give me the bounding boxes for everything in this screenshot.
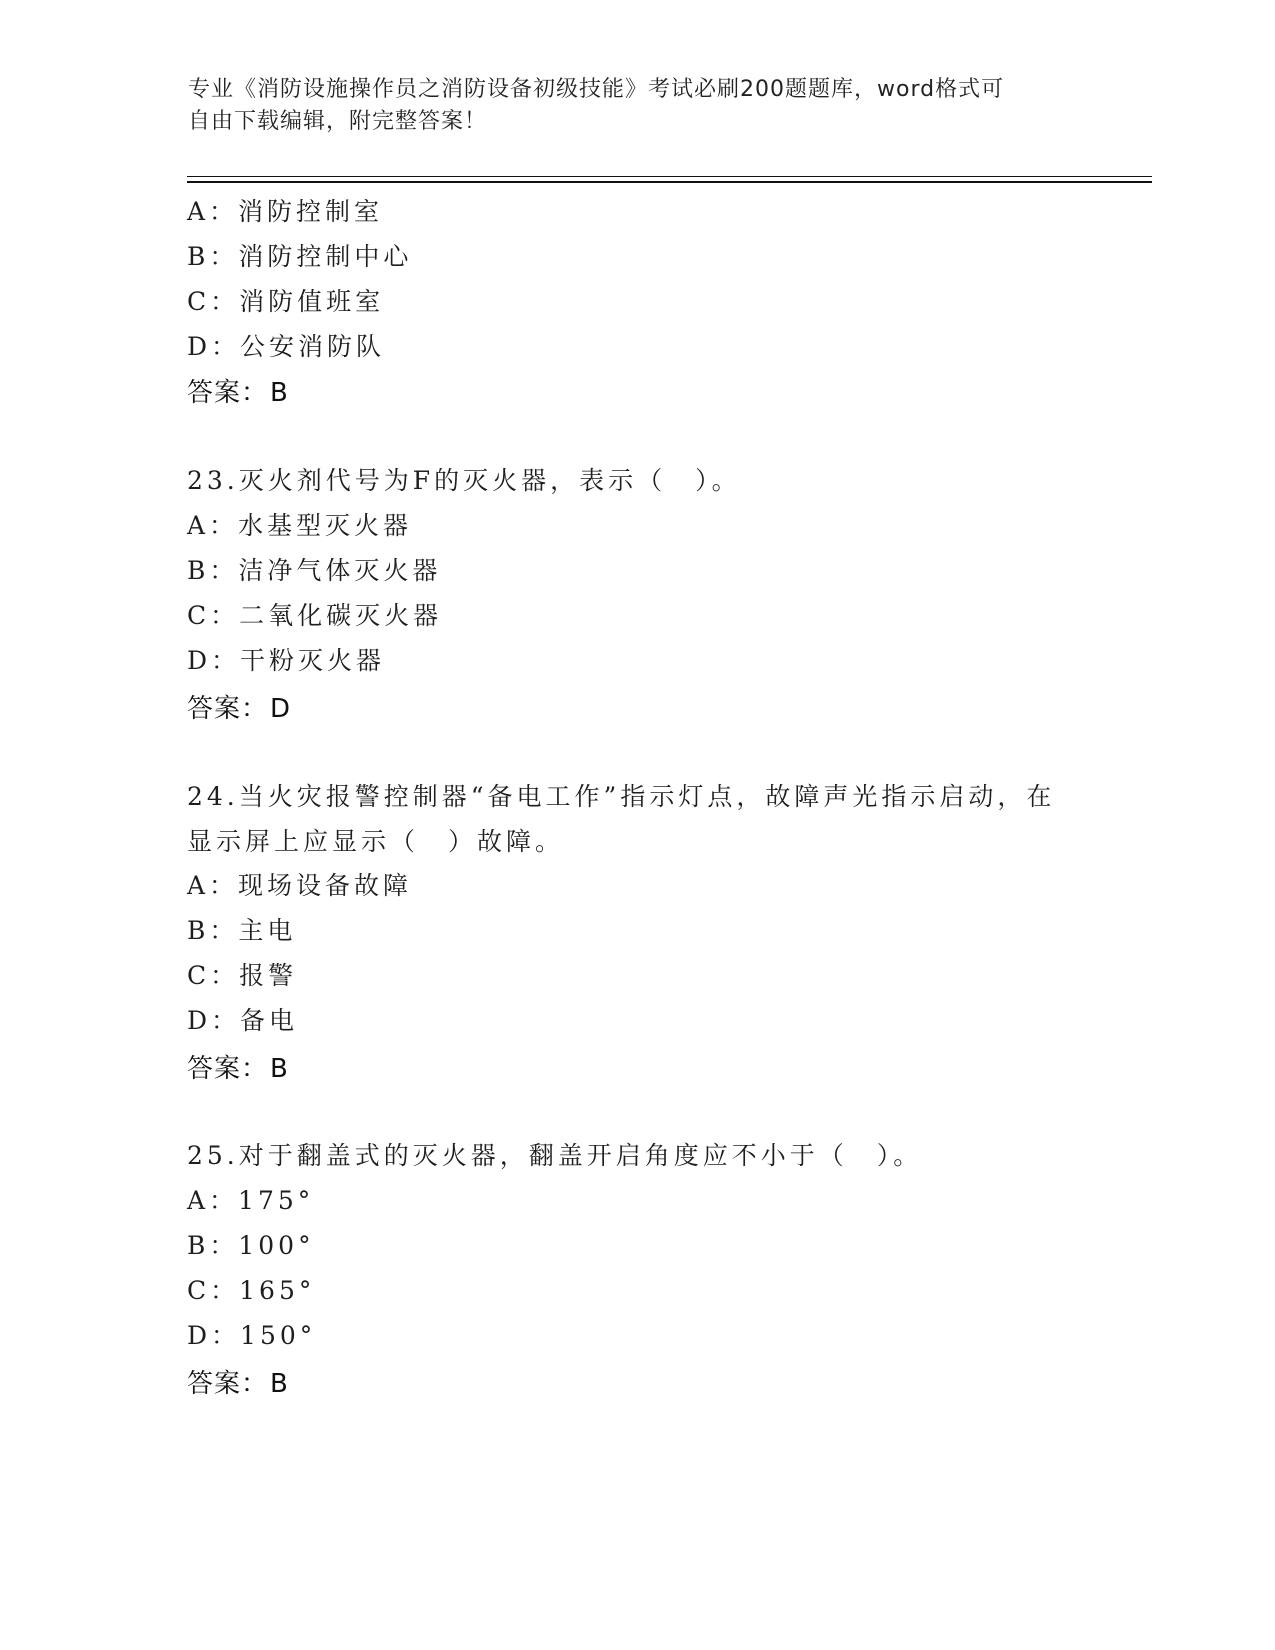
q23-stem: 23.灭火剂代号为F的灭火器，表示（ ）。: [187, 466, 741, 495]
q22-answer: [187, 372, 289, 409]
q25-stem: 25.对于翻盖式的灭火器，翻盖开启角度应不小于（ ）。: [187, 1141, 923, 1170]
q23-option-b: B：洁净气体灭火器: [187, 556, 442, 585]
header-line-2: 自由下载编辑，附完整答案！: [188, 109, 488, 134]
q25-option-d: D：150°: [187, 1321, 317, 1350]
answer-value: B: [270, 378, 289, 408]
q24-option-a: A：现场设备故障: [187, 871, 413, 900]
header-rule-thin: [187, 176, 1152, 177]
q24-option-b: B：主电: [187, 916, 297, 945]
document-header: [188, 74, 1068, 138]
answer-label: 答案：: [187, 378, 269, 408]
q23-option-d: D：干粉灭火器: [187, 646, 386, 675]
q24-stem-line-2: 显示屏上应显示（ ）故障。: [187, 827, 565, 856]
q22-option-b: B：消防控制中心: [187, 242, 413, 271]
header-line-1: 专业《消防设施操作员之消防设备初级技能》考试必刷200题题库，word格式可: [188, 77, 1005, 102]
answer-value: B: [270, 1054, 289, 1084]
header-rule-thick: [187, 181, 1152, 183]
q24-option-d: D：备电: [187, 1006, 299, 1035]
q23-option-c: C：二氧化碳灭火器: [187, 601, 443, 630]
q25-option-b: B：100°: [187, 1231, 315, 1260]
q24-option-c: C：报警: [187, 961, 298, 990]
q23-answer: [187, 688, 291, 725]
q24-stem-line-1: 24.当火灾报警控制器“备电工作”指示灯点，故障声光指示启动，在: [187, 782, 1056, 811]
answer-label: 答案：: [187, 694, 269, 724]
answer-label: 答案：: [187, 1369, 269, 1399]
q23-option-a: A：水基型灭火器: [187, 511, 413, 540]
answer-value: D: [270, 694, 292, 724]
q22-option-c: C：消防值班室: [187, 287, 385, 316]
q22-option-a: A：消防控制室: [187, 197, 384, 226]
answer-value: B: [270, 1369, 289, 1399]
q22-option-d: D：公安消防队: [187, 332, 386, 361]
q25-option-c: C：165°: [187, 1276, 316, 1305]
q25-answer: [187, 1363, 289, 1400]
q24-answer: [187, 1048, 289, 1085]
answer-label: 答案：: [187, 1054, 269, 1084]
q25-option-a: A：175°: [187, 1186, 315, 1215]
